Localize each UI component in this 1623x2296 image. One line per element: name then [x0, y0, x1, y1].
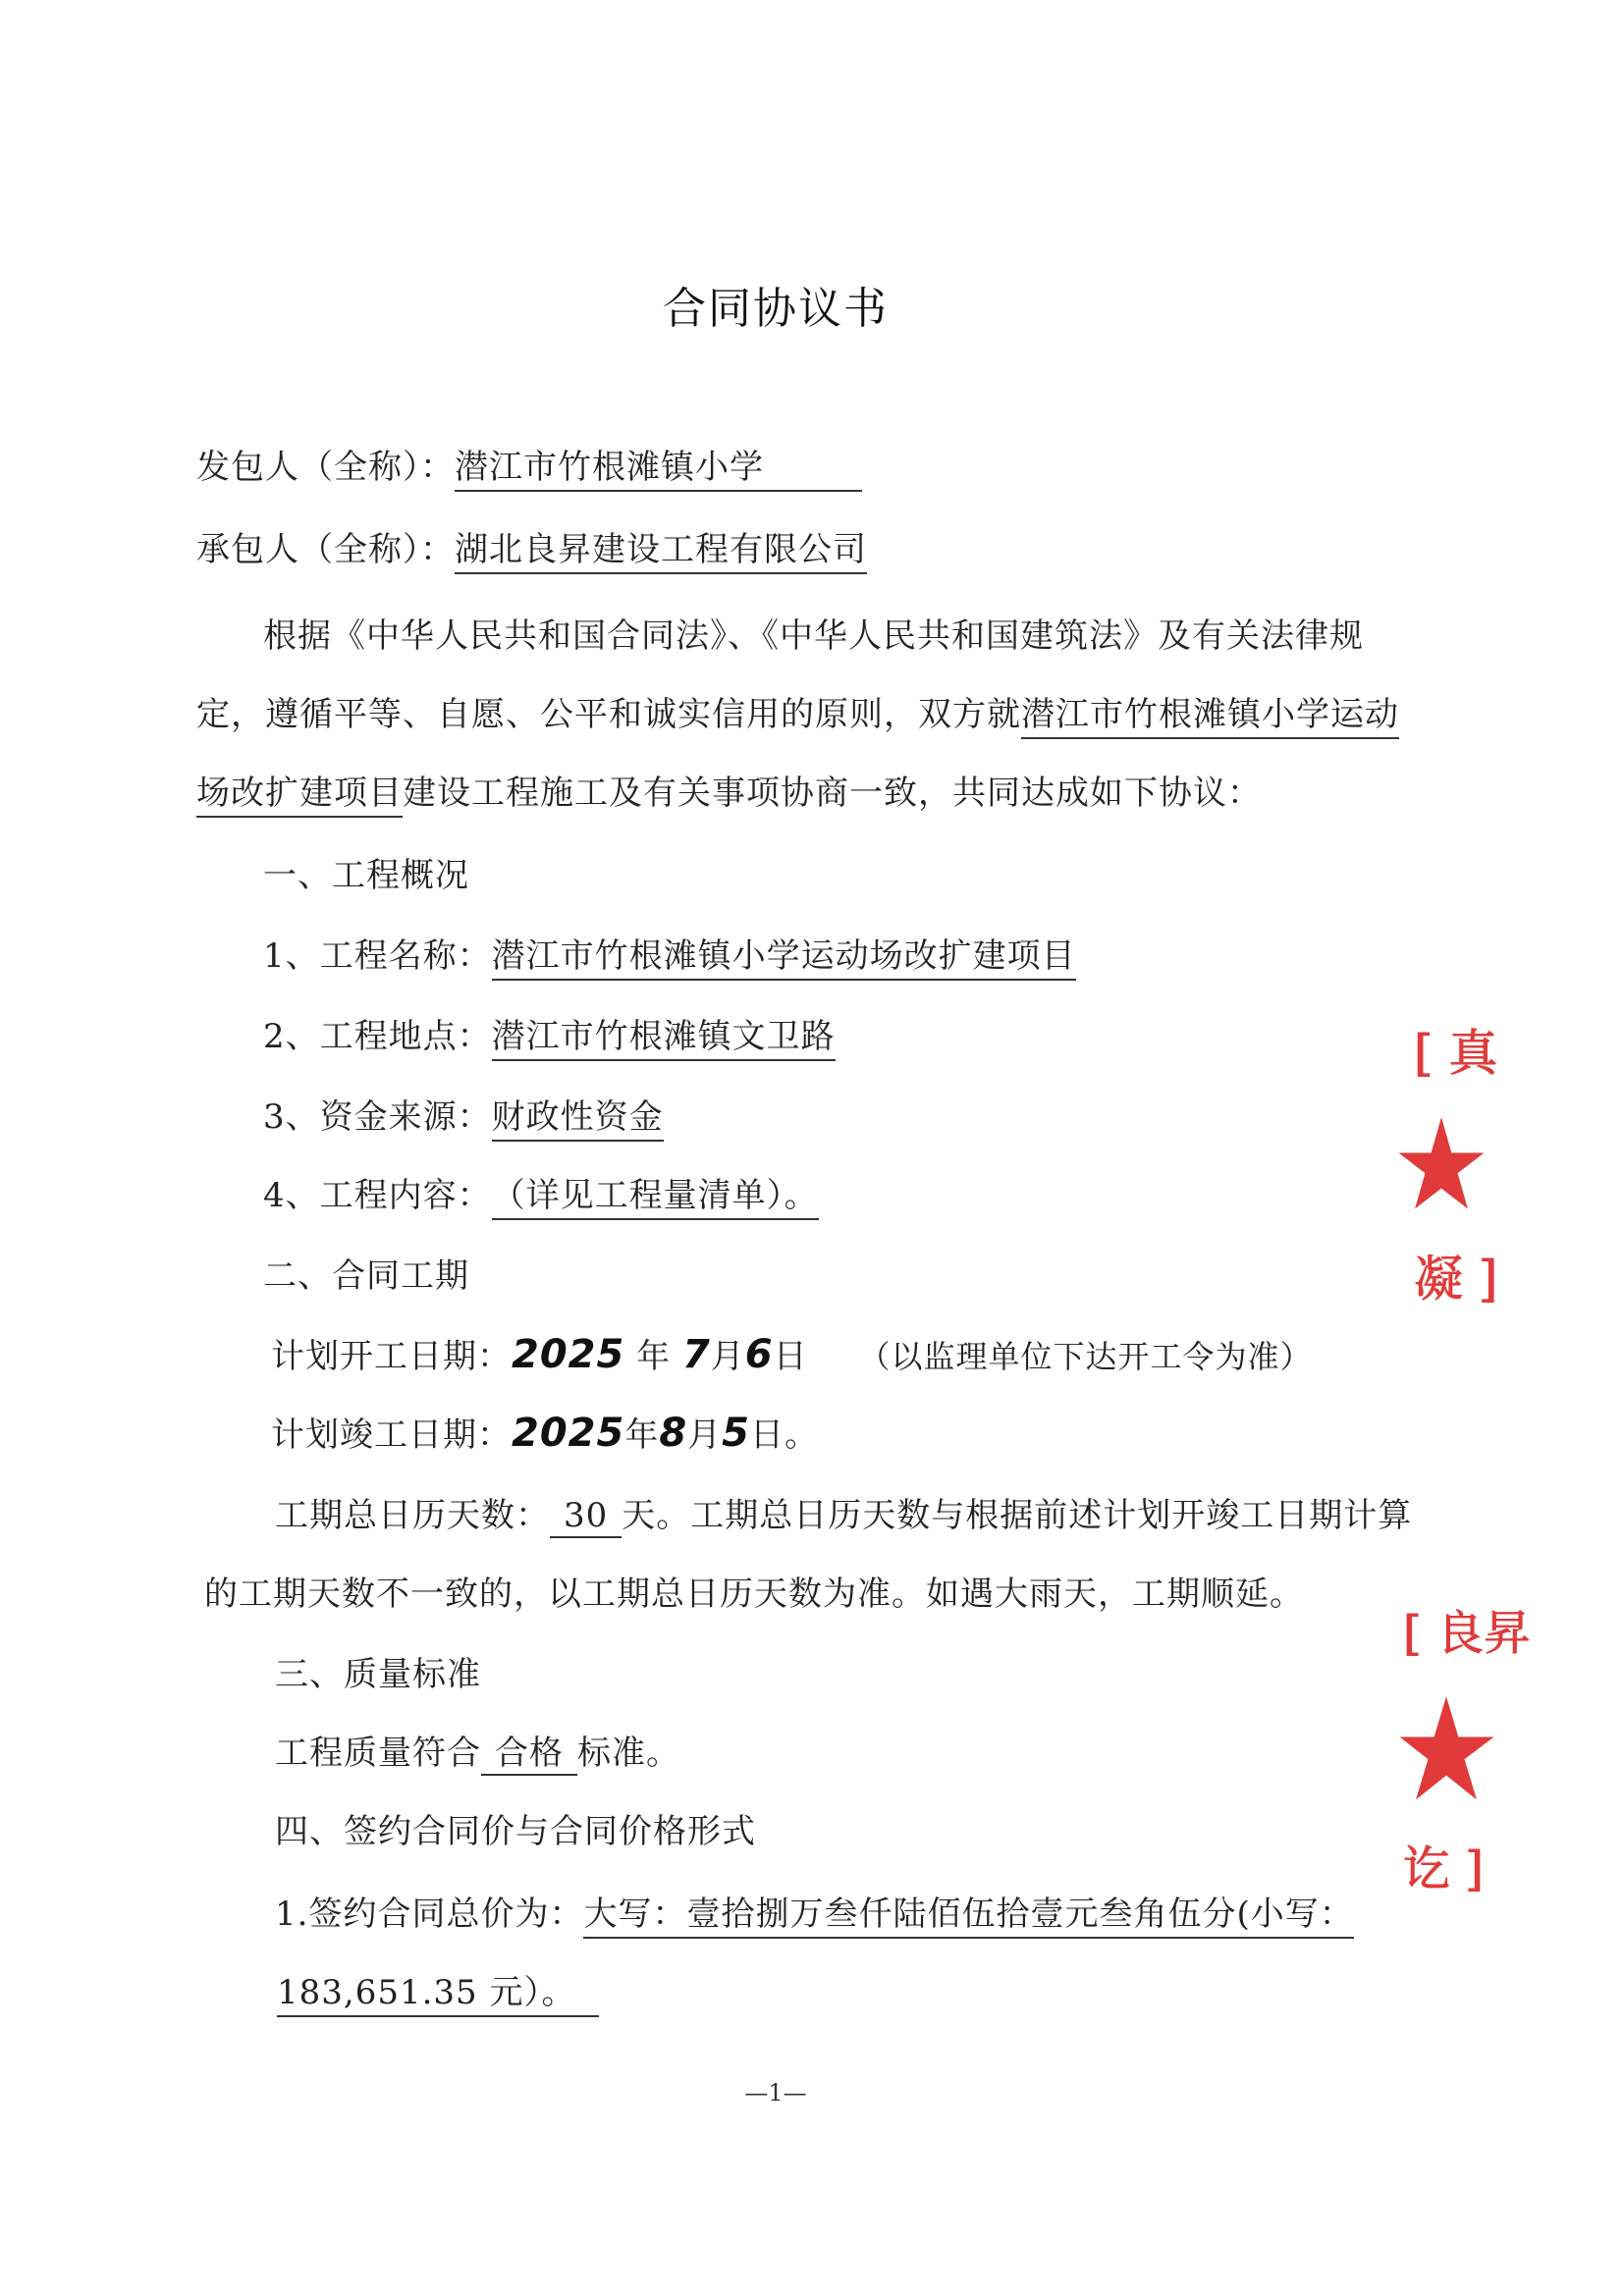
project-name-label: 1、工程名称： [263, 936, 492, 976]
price-line-1 [275, 1893, 1354, 1939]
end-day: 5 [722, 1411, 751, 1456]
quality-suffix: 标准。 [577, 1734, 680, 1773]
end-month: 8 [659, 1411, 688, 1456]
funding-line [263, 1095, 664, 1142]
duration-line-2: 的工期天数不一致的，以工期总日历天数为准。如遇大雨天，工期顺延。 [204, 1575, 1304, 1614]
end-date-line [271, 1412, 819, 1457]
price-value-numeric: 183,651.35 元）。 [277, 1972, 599, 2017]
page-number: —1— [744, 2079, 807, 2107]
employer-line [196, 446, 862, 492]
seal-star-bottom [1401, 1698, 1492, 1798]
section4-heading: 四、签约合同价与合同价格形式 [275, 1812, 756, 1851]
location-value: 潜江市竹根滩镇文卫路 [492, 1016, 836, 1061]
start-day: 6 [744, 1332, 774, 1377]
start-date-note: （以监理单位下达开工令为准） [858, 1338, 1313, 1375]
start-month: 7 [681, 1332, 711, 1377]
seal-text-top: [ 真 [1414, 1025, 1498, 1082]
duration-text: 天。工期总日历天数与根据前述计划开竣工日期计算 [622, 1496, 1413, 1535]
duration-label: 工期总日历天数： [275, 1496, 550, 1535]
content-label: 4、工程内容： [263, 1176, 492, 1215]
section2-heading: 二、合同工期 [263, 1256, 469, 1296]
seal-text-bottom: [ 良昇 [1403, 1606, 1531, 1661]
content-line [263, 1174, 819, 1220]
contractor-label: 承包人（全称）： [196, 530, 455, 569]
section3-heading: 三、质量标准 [275, 1655, 481, 1694]
end-month-unit: 月 [687, 1415, 723, 1455]
quality-value: 合格 [481, 1733, 577, 1776]
start-year-unit: 年 [624, 1337, 672, 1376]
start-date-line [271, 1333, 1312, 1378]
section1-heading: 一、工程概况 [263, 856, 469, 895]
seal-star-top [1400, 1119, 1483, 1207]
funding-label: 3、资金来源： [263, 1097, 492, 1137]
start-date-label: 计划开工日期： [271, 1337, 512, 1376]
end-year: 2025 [512, 1411, 625, 1456]
seal-text-top-2: 凝 ] [1414, 1251, 1498, 1308]
start-day-unit: 日 [773, 1337, 808, 1376]
duration-line-1 [275, 1494, 1412, 1538]
price-value-words: 大写：壹拾捌万叁仟陆佰伍拾壹元叁角伍分(小写： [583, 1894, 1353, 1939]
project-name-value: 潜江市竹根滩镇小学运动场改扩建项目 [492, 935, 1076, 981]
contractor-line [196, 528, 867, 574]
end-day-unit: 日。 [750, 1415, 820, 1455]
intro-line-3 [196, 772, 1262, 818]
project-name-part1: 潜江市竹根滩镇小学运动 [1021, 694, 1399, 739]
seal-text-bottom-2: 讫 ] [1403, 1842, 1484, 1896]
contractor-name: 湖北良昇建设工程有限公司 [455, 529, 867, 574]
quality-label: 工程质量符合 [275, 1734, 481, 1773]
employer-name: 潜江市竹根滩镇小学 [455, 447, 862, 492]
duration-value: 30 [550, 1495, 622, 1538]
location-line [263, 1015, 836, 1061]
company-seal-fragment-bottom [1399, 1580, 1531, 1904]
page-title: 合同协议书 [663, 284, 889, 334]
project-name-line [263, 934, 1076, 981]
price-line-2 [277, 1971, 599, 2017]
end-date-label: 计划竣工日期： [271, 1415, 512, 1455]
intro-text-3b: 建设工程施工及有关事项协商一致，共同达成如下协议： [403, 774, 1262, 813]
content-value: （详见工程量清单）。 [492, 1175, 819, 1220]
start-year: 2025 [512, 1332, 625, 1377]
intro-line-2 [196, 693, 1399, 739]
end-year-unit: 年 [624, 1415, 660, 1455]
intro-text-2a: 定，遵循平等、自愿、公平和诚实信用的原则，双方就 [196, 695, 1021, 734]
price-label: 1.签约合同总价为： [275, 1895, 584, 1934]
company-seal-fragment-top [1394, 1001, 1498, 1315]
employer-label: 发包人（全称）： [196, 448, 455, 487]
project-name-part2: 场改扩建项目 [196, 773, 403, 818]
funding-value: 财政性资金 [492, 1096, 664, 1142]
start-month-unit: 月 [710, 1337, 745, 1376]
intro-line-1: 根据《中华人民共和国合同法》、《中华人民共和国建筑法》及有关法律规 [263, 616, 1364, 656]
location-label: 2、工程地点： [263, 1017, 492, 1056]
quality-line [275, 1732, 680, 1776]
